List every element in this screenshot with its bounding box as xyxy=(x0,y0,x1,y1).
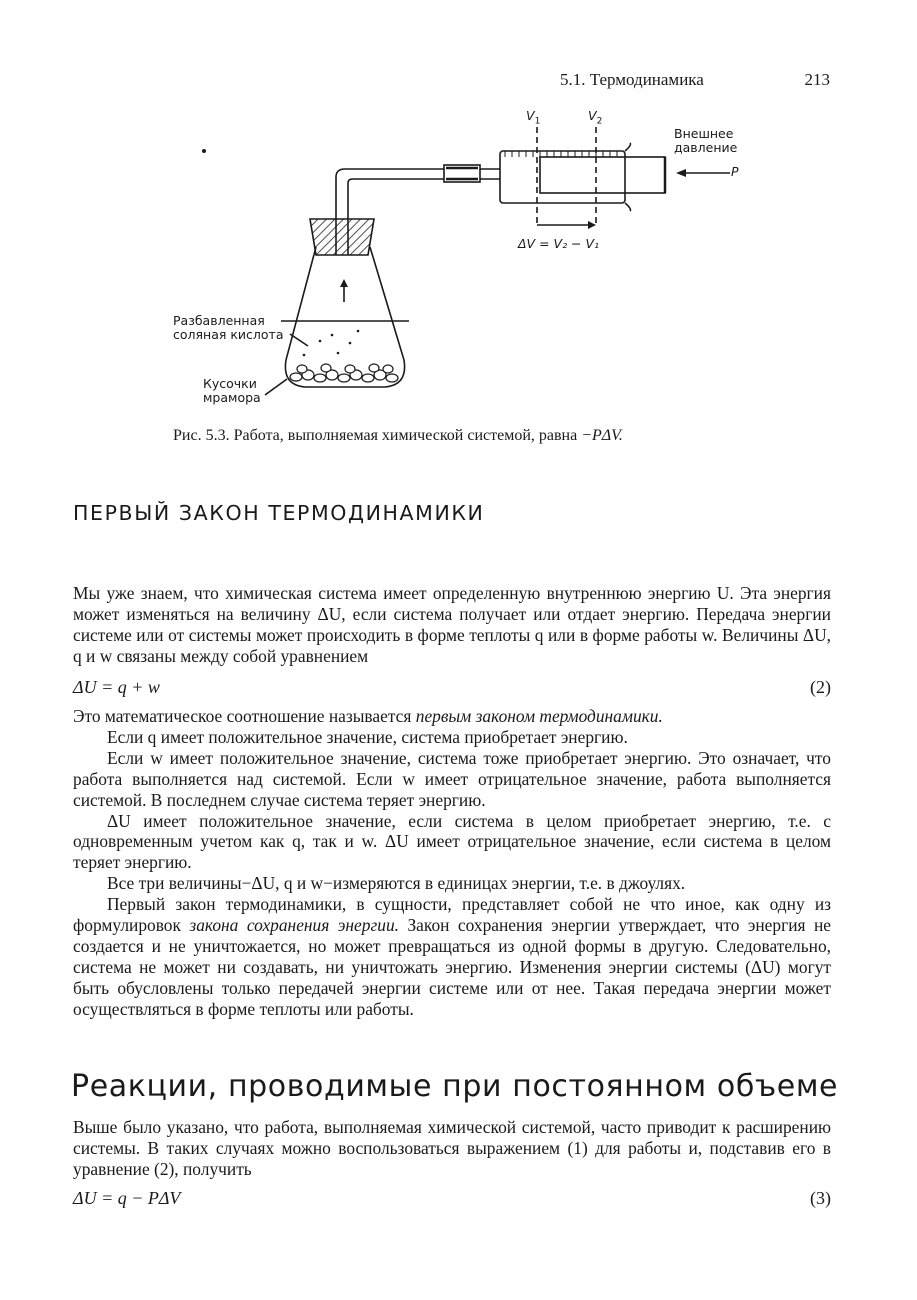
equation-2 xyxy=(73,675,831,699)
term-first-law: первым законом термодинамики. xyxy=(415,706,663,726)
equation-2-number: (2) xyxy=(810,676,831,697)
equation-3-number: (3) xyxy=(810,1187,831,1208)
label-external-pressure: Внешнее давление xyxy=(674,126,738,155)
label-v1: $V_1$ xyxy=(526,108,541,127)
syringe-plunger xyxy=(540,157,665,193)
running-header-section: 5.1. Термодинамика xyxy=(560,70,704,89)
paragraph-units: Все три величины−ΔU, q и w−измеряются в единицах энергии, т.е. в джоулях. xyxy=(107,873,686,894)
section-heading-first-law: ПЕРВЫЙ ЗАКОН ТЕРМОДИНАМИКИ xyxy=(73,501,485,525)
paragraph-w-sign: Если w имеет положительное значение, система тоже приобретает энергию. Это означает, что работа выполняется над системой. Если w имеет отрицательное значение, работа выполняется системой. В последнем случае система теряет энергию. xyxy=(73,747,831,810)
paragraph-q-positive: Если q имеет положительное значение, система приобретает энергию. xyxy=(107,726,628,747)
figure-5-3 xyxy=(160,105,780,425)
equation-3-formula: ΔU = q − PΔV xyxy=(73,1187,181,1208)
section-heading-constant-volume: Реакции, проводимые при постоянном объеме xyxy=(71,1069,839,1104)
label-v2: $V_2$ xyxy=(588,108,603,127)
label-dilute-acid: Разбавленная соляная кислота xyxy=(173,313,284,342)
page-number: 213 xyxy=(804,70,830,89)
label-marble: Кусочки мрамора xyxy=(203,376,261,405)
syringe-barrel xyxy=(500,151,625,203)
figure-caption: Рис. 5.3. Работа, выполняемая химической системой, равна −PΔV. xyxy=(173,427,623,444)
stopper xyxy=(310,219,374,255)
paragraph-intro: Мы уже знаем, что химическая система имеет определенную внутреннюю энергию U. Эта энергия может изменяться на величину ΔU, если система получает или отдает энергию. Передача энергии системе или от системы может происходить в форме теплоты q или в форме работы w. Величины ΔU, q и w связаны между собой уравнением xyxy=(73,583,831,666)
equation-3 xyxy=(73,1186,831,1210)
paragraph-constant-volume: Выше было указано, что работа, выполняемая химической системой, часто приводит к расширению системы. В таких случаях можно воспользоваться выражением (1) для работы и, подставив его в уравнение (2), получить xyxy=(73,1117,831,1179)
paragraph-definition: Это математическое соотношение называется первым законом термодинамики. xyxy=(73,706,663,726)
paragraph-delta-u: ΔU имеет положительное значение, если система в целом приобретает энергию, т.е. с одновременным учетом как q, так и w. ΔU имеет отрицательное значение, если система в целом теряет энергию. xyxy=(73,810,831,873)
equation-2-formula: ΔU = q + w xyxy=(73,676,160,697)
first-law-body xyxy=(73,706,831,1020)
running-header xyxy=(560,70,830,94)
label-delta-v: ΔV = V₂ − V₁ xyxy=(518,236,600,251)
label-p: P xyxy=(731,164,739,179)
marble-pieces xyxy=(290,364,398,382)
paragraph-conservation: Первый закон термодинамики, в сущности, представляет собой не что иное, как одну из формулировок закона сохранения энергии. Закон сохранения энергии утверждает, что энергия не создается и не уничтожается, но может превращаться из одной формы в другую. Следовательно, система не может ни создавать, ни уничтожать энергию. Изменения энергии системы (ΔU) могут быть обусловлены только передачей энергии системе или от нее. Такая передача энергии может осуществляться в форме теплоты или работы. xyxy=(73,894,831,1019)
term-conservation-law: закона сохранения энергии. xyxy=(189,915,399,936)
